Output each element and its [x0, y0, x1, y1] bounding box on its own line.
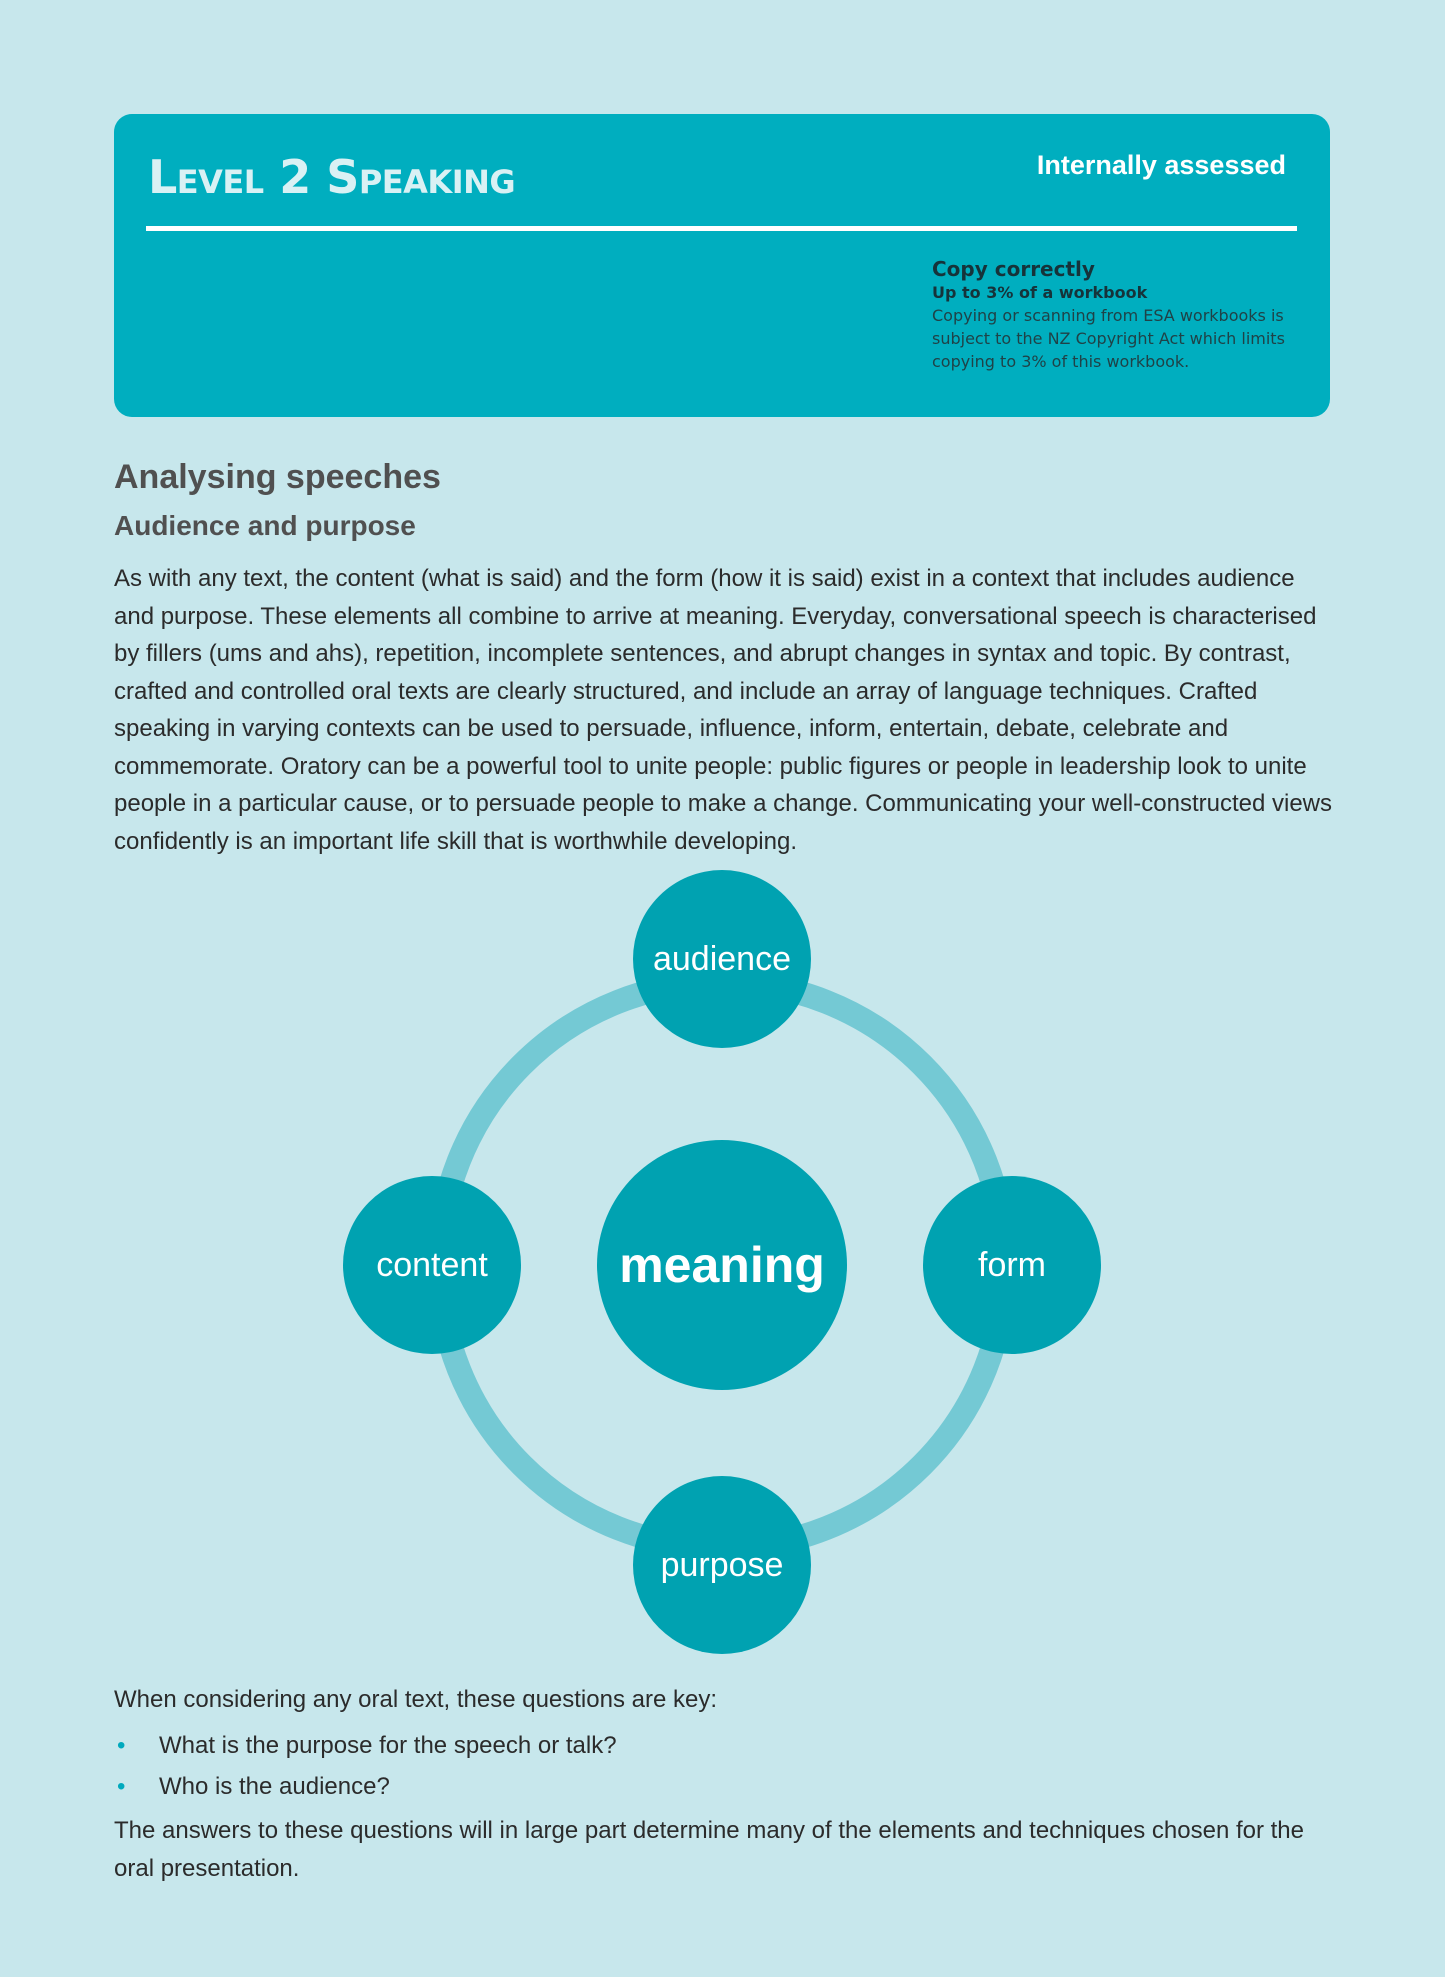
- section-subheading: Audience and purpose: [114, 510, 416, 541]
- list-item: [114, 1725, 617, 1766]
- header-banner: [114, 114, 1330, 417]
- node-audience: audience: [633, 870, 811, 1048]
- bullet-icon: •: [117, 1773, 126, 1800]
- section-heading: Analysing speeches: [114, 458, 441, 496]
- node-purpose: purpose: [633, 1476, 811, 1654]
- questions-list: [114, 1725, 617, 1807]
- copyright-title: Copy correctly: [932, 257, 1095, 281]
- assessment-tag: Internally assessed: [1036, 150, 1286, 180]
- banner-divider: [146, 226, 1297, 231]
- questions-lead: When considering any oral text, these questions are key:: [114, 1686, 717, 1713]
- copyright-notice: [932, 256, 1312, 373]
- copyright-subtitle: Up to 3% of a workbook: [932, 283, 1148, 302]
- meaning-diagram: [330, 868, 1110, 1658]
- bullet-icon: •: [117, 1732, 126, 1759]
- list-item: [114, 1766, 617, 1807]
- node-form: form: [923, 1176, 1101, 1354]
- node-meaning: meaning: [597, 1140, 847, 1390]
- node-content: content: [343, 1176, 521, 1354]
- banner-title: Level 2 Speaking: [148, 150, 516, 204]
- question-text: Who is the audience?: [159, 1773, 390, 1800]
- intro-paragraph: As with any text, the content (what is said) and the form (how it is said) exist in a context that includes audience and purpose. These elements all combine to arrive at meaning. Everyday, conversational speech is characterised by fillers (ums and ahs), repetition, incomplete sentences, and abrupt changes in syntax and topic. By contrast, crafted and controlled oral texts are clearly structured, and include an array of language techniques. Crafted speaking in varying contexts can be used to persuade, influence, inform, entertain, debate, celebrate and commemorate. Oratory can be a powerful tool to unite people: public figures or people in leadership look to unite people in a particular cause, or to persuade people to make a change. Communicating your well-constructed views confidently is an important life skill that is worthwhile developing.: [114, 565, 1332, 855]
- question-text: What is the purpose for the speech or talk?: [159, 1732, 617, 1759]
- copyright-text: Copying or scanning from ESA workbooks is subject to the NZ Copyright Act which limits copying to 3% of this workbook.: [932, 306, 1285, 371]
- outro-paragraph: The answers to these questions will in large part determine many of the elements and techniques chosen for the oral presentation.: [114, 1817, 1305, 1882]
